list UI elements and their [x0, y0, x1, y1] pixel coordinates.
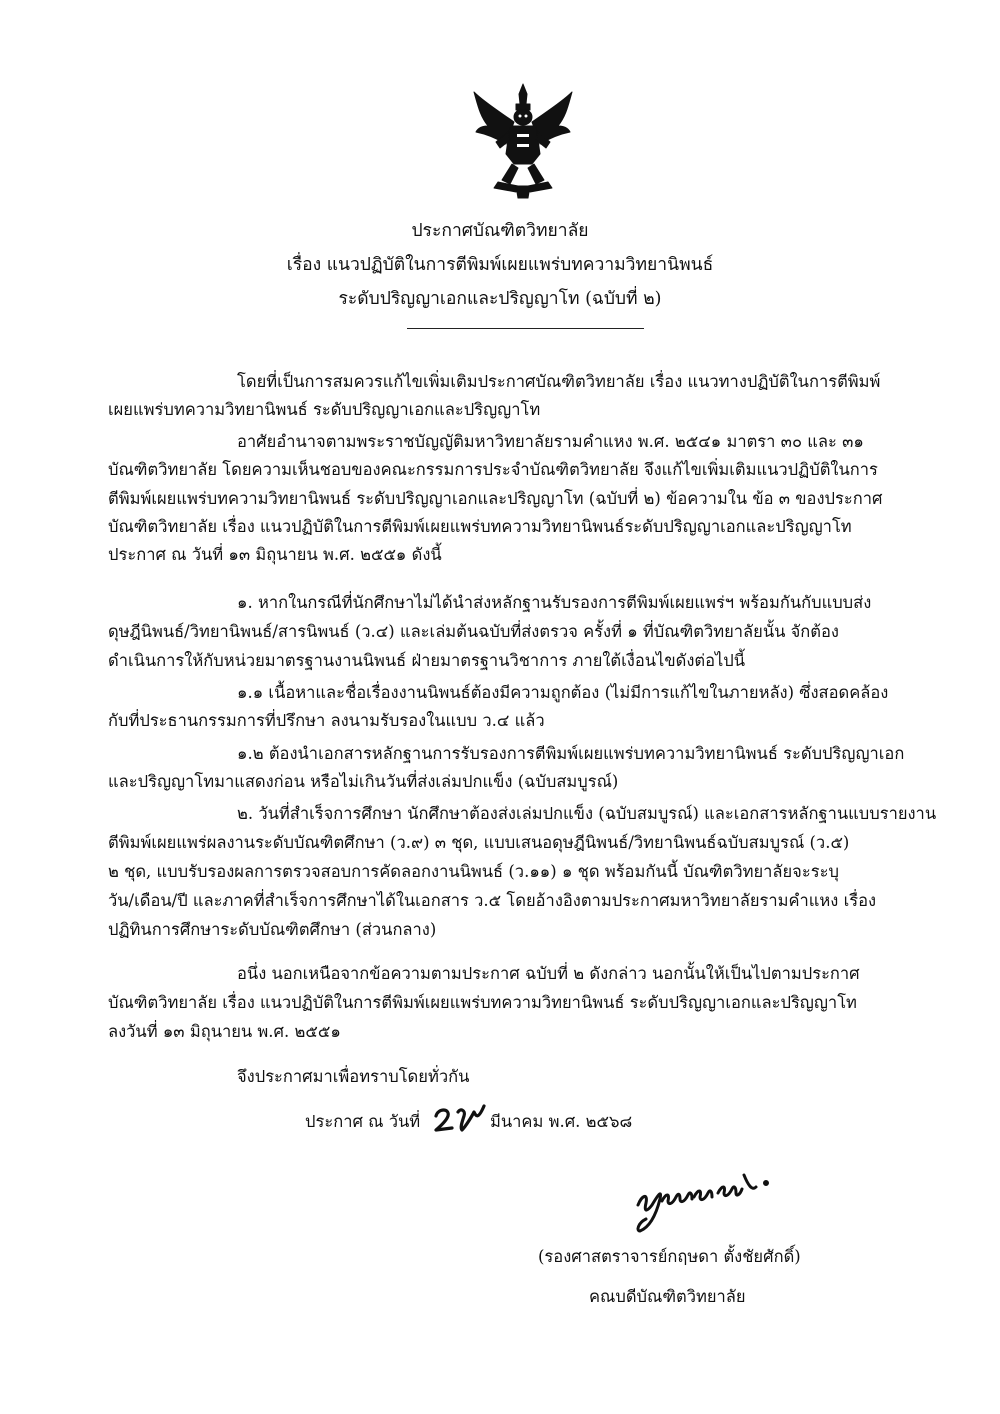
- body-line: อาศัยอำนาจตามพระราชบัญญัติมหาวิทยาลัยรามคำแหง พ.ศ. ๒๕๔๑ มาตรา ๓๐ และ ๓๑: [237, 432, 864, 451]
- clause-1-2-line: และปริญญาโทมาแสดงก่อน หรือไม่เกินวันที่ส่งเล่มปกแข็ง (ฉบับสมบูรณ์): [108, 772, 619, 791]
- clause-1-line: ๑. หากในกรณีที่นักศึกษาไม่ได้นำส่งหลักฐานรับรองการตีพิมพ์เผยแพร่ฯ พร้อมกันกับแบบส่ง: [237, 593, 872, 612]
- handwritten-date-icon: [432, 1102, 488, 1134]
- clause-2-line: ๒. วันที่สำเร็จการศึกษา นักศึกษาต้องส่งเล่มปกแข็ง (ฉบับสมบูรณ์) และเอกสารหลักฐานแบบรายงาน: [237, 804, 937, 823]
- date-prefix: ประกาศ ณ วันที่: [305, 1112, 421, 1131]
- clause-2-line: ตีพิมพ์เผยแพร่ผลงานระดับบัณฑิตศึกษา (ว.๙) ๓ ชุด, แบบเสนอดุษฎีนิพนธ์/วิทยานิพนธ์ฉบับสมบูรณ์ (ว.๕): [108, 833, 850, 852]
- body-line: ตีพิมพ์เผยแพร่บทความวิทยานิพนธ์ ระดับปริญญาเอกและปริญญาโท (ฉบับที่ ๒) ข้อความใน ข้อ ๓ ของประกาศ: [108, 489, 883, 508]
- announcement-level: ระดับปริญญาเอกและปริญญาโท (ฉบับที่ ๒): [338, 289, 662, 309]
- announcement-subject: เรื่อง แนวปฏิบัติในการตีพิมพ์เผยแพร่บทความวิทยานิพนธ์: [286, 255, 714, 275]
- addendum-line: บัณฑิตวิทยาลัย เรื่อง แนวปฏิบัติในการตีพิมพ์เผยแพร่บทความวิทยานิพนธ์ ระดับปริญญาเอกและปริญญาโท: [108, 993, 857, 1012]
- body-line: โดยที่เป็นการสมควรแก้ไขเพิ่มเติมประกาศบัณฑิตวิทยาลัย เรื่อง แนวทางปฏิบัติในการตีพิมพ์: [237, 372, 881, 391]
- clause-1-line: ดุษฎีนิพนธ์/วิทยานิพนธ์/สารนิพนธ์ (ว.๔) และเล่มต้นฉบับที่ส่งตรวจ ครั้งที่ ๑ ที่บัณฑิตวิทยาลัยนั้น จักต้อง: [108, 622, 839, 641]
- body-line: บัณฑิตวิทยาลัย โดยความเห็นชอบของคณะกรรมการประจำบัณฑิตวิทยาลัย จึงแก้ไขเพิ่มเติมแนวปฏิบัติในการ: [108, 460, 878, 479]
- addendum-line: อนึ่ง นอกเหนือจากข้อความตามประกาศ ฉบับที่ ๒ ดังกล่าว นอกนั้นให้เป็นไปตามประกาศ: [237, 964, 860, 983]
- clause-2-line: ปฏิทินการศึกษาระดับบัณฑิตศึกษา (ส่วนกลาง): [108, 920, 437, 939]
- clause-2-line: ๒ ชุด, แบบรับรองผลการตรวจสอบการคัดลอกงานนิพนธ์ (ว.๑๑) ๑ ชุด พร้อมกันนี้ บัณฑิตวิทยาลัยจะระบุ: [108, 862, 839, 881]
- handwritten-signature-icon: [632, 1165, 778, 1235]
- clause-1-1-line: ๑.๑ เนื้อหาและชื่อเรื่องงานนิพนธ์ต้องมีความถูกต้อง (ไม่มีการแก้ไขในภายหลัง) ซึ่งสอดคล้อง: [237, 683, 889, 702]
- clause-1-line: ดำเนินการให้กับหน่วยมาตรฐานงานนิพนธ์ ฝ่ายมาตรฐานวิชาการ ภายใต้เงื่อนไขดังต่อไปนี้: [108, 651, 746, 670]
- addendum-line: ลงวันที่ ๑๓ มิถุนายน พ.ศ. ๒๕๕๑: [108, 1022, 341, 1041]
- clause-1-1-line: กับที่ประธานกรรมการที่ปรึกษา ลงนามรับรองในแบบ ว.๔ แล้ว: [108, 711, 545, 730]
- garuda-emblem-icon: [470, 82, 576, 200]
- closing-statement: จึงประกาศมาเพื่อทราบโดยทั่วกัน: [237, 1067, 470, 1086]
- title-divider: [407, 328, 644, 329]
- signatory-title: คณบดีบัณฑิตวิทยาลัย: [589, 1287, 746, 1306]
- clause-1-2-line: ๑.๒ ต้องนำเอกสารหลักฐานการรับรองการตีพิมพ์เผยแพร่บทความวิทยานิพนธ์ ระดับปริญญาเอก: [237, 744, 905, 763]
- body-line: ประกาศ ณ วันที่ ๑๓ มิถุนายน พ.ศ. ๒๕๕๑ ดังนี้: [108, 545, 442, 564]
- signatory-name: (รองศาสตราจารย์กฤษดา ตั้งชัยศักดิ์): [538, 1247, 801, 1266]
- date-suffix: มีนาคม พ.ศ. ๒๕๖๘: [490, 1112, 633, 1131]
- announcement-title: ประกาศบัณฑิตวิทยาลัย: [411, 221, 589, 241]
- body-line: เผยแพร่บทความวิทยานิพนธ์ ระดับปริญญาเอกและปริญญาโท: [108, 400, 541, 419]
- body-line: บัณฑิตวิทยาลัย เรื่อง แนวปฏิบัติในการตีพิมพ์เผยแพร่บทความวิทยานิพนธ์ระดับปริญญาเอกและปริญญาโท: [108, 517, 852, 536]
- clause-2-line: วัน/เดือน/ปี และภาคที่สำเร็จการศึกษาได้ในเอกสาร ว.๕ โดยอ้างอิงตามประกาศมหาวิทยาลัยรามคำแหง เรื่อง: [108, 891, 877, 910]
